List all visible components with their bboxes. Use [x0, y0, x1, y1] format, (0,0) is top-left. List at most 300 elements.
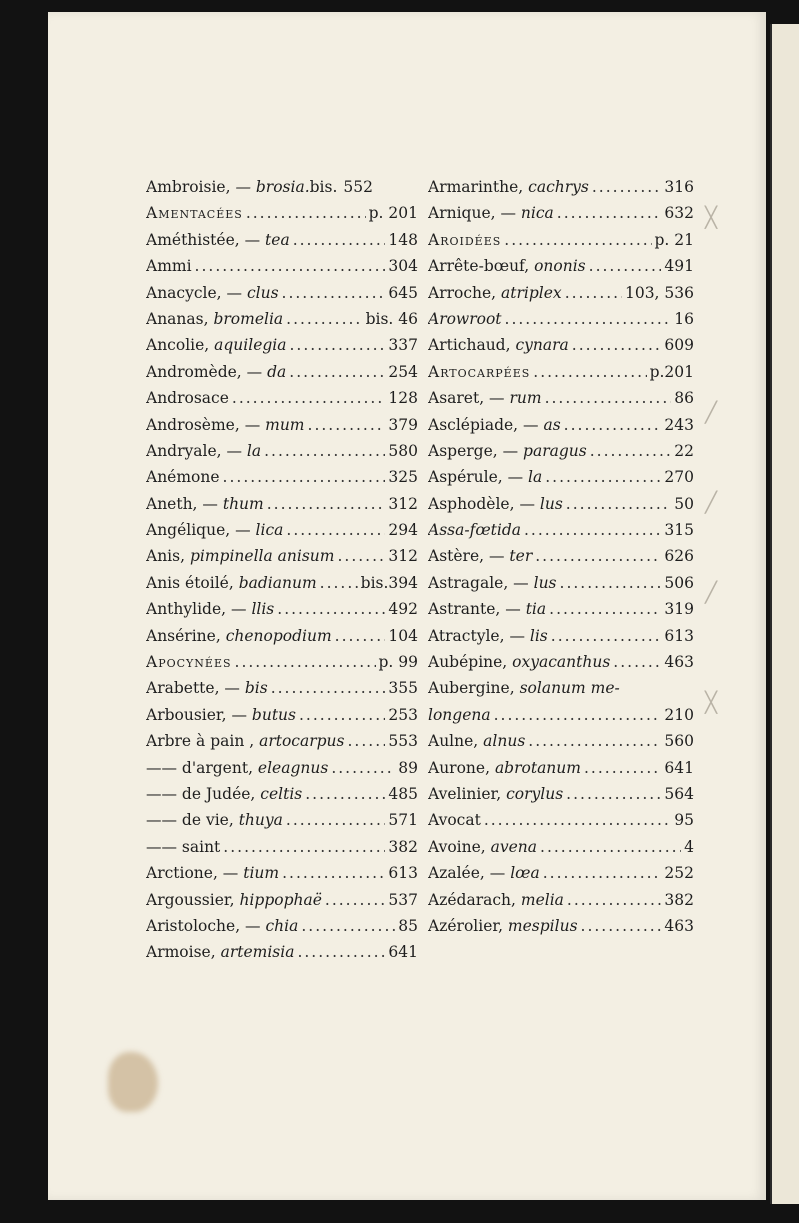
entry-term — [428, 649, 610, 675]
entry-latin: bis — [244, 679, 268, 698]
index-entry — [146, 200, 418, 226]
entry-page-number: 89 — [398, 758, 418, 777]
entry-page-number: 148 — [388, 230, 418, 249]
entry-page-number: p. 201 — [368, 204, 418, 223]
index-entry — [146, 913, 418, 939]
entry-name: Améthistée, — — [146, 230, 266, 249]
entry-page-number: 86 — [674, 389, 694, 408]
dot-leader — [308, 412, 386, 438]
entry-name: Aroidées — [428, 230, 502, 249]
entry-latin: ononis — [534, 257, 586, 276]
entry-name: Aubergine, — [428, 679, 520, 698]
entry-page-number: 564 — [664, 784, 694, 803]
dot-leader — [543, 860, 662, 886]
index-entry — [146, 543, 418, 569]
entry-name: Arbre à pain , — [146, 732, 260, 751]
entry-term — [428, 887, 564, 913]
index-entry — [428, 834, 694, 860]
entry-term — [146, 755, 328, 781]
entry-page-number: 304 — [388, 257, 418, 276]
index-entry — [428, 596, 694, 622]
dot-leader — [267, 491, 386, 517]
entry-page-number: 382 — [664, 890, 694, 909]
entry-term — [146, 807, 283, 833]
entry-name: Anémone — [146, 468, 220, 487]
entry-name: Azérolier, — [428, 916, 508, 935]
entry-latin: thuya — [238, 811, 283, 830]
index-entry — [146, 253, 418, 279]
entry-term — [146, 702, 296, 728]
entry-page-number: 552 — [343, 178, 373, 196]
dot-leader — [286, 517, 385, 543]
entry-latin: lus — [533, 573, 557, 592]
entry-latin: badianum — [238, 573, 317, 592]
entry-term — [428, 807, 481, 833]
entry-page-number: 243 — [664, 415, 694, 434]
entry-page-number: 253 — [388, 705, 418, 724]
entry-name: Aurone, — [428, 758, 495, 777]
entry-name: Avelinier, — [428, 784, 507, 803]
dot-leader — [589, 253, 662, 279]
index-entry — [146, 385, 418, 411]
entry-page-number: 580 — [388, 441, 418, 460]
entry-latin: Arowroot — [428, 309, 502, 328]
entry-term — [428, 306, 502, 332]
entry-term — [428, 174, 589, 200]
entry-page-number: 537 — [388, 890, 418, 909]
entry-name: Ancolie, — [146, 336, 215, 355]
index-entry — [146, 860, 418, 886]
dot-leader — [331, 755, 395, 781]
index-entry — [146, 412, 418, 438]
entry-page-number: 325 — [388, 468, 418, 487]
entry-term — [428, 280, 562, 306]
entry-suffix: bis. — [309, 178, 338, 196]
entry-term — [428, 200, 554, 226]
dot-leader — [560, 570, 662, 596]
entry-latin: tium — [243, 864, 280, 883]
index-entry — [146, 280, 418, 306]
entry-term — [146, 332, 287, 358]
index-entry — [146, 649, 418, 675]
entry-name: Arrête-bœuf, — [428, 257, 535, 276]
entry-name: Avocat — [428, 811, 481, 830]
entry-page-number: 491 — [664, 257, 694, 276]
entry-name: Avoine, — [428, 837, 491, 856]
entry-latin: artocarpus — [259, 732, 345, 751]
entry-term — [146, 306, 283, 332]
index-entry — [146, 596, 418, 622]
entry-term — [146, 834, 220, 860]
dot-leader — [584, 755, 661, 781]
margin-mark: ╱ — [705, 490, 718, 514]
index-entry — [428, 464, 694, 490]
dot-leader — [282, 860, 385, 886]
index-entry — [146, 623, 418, 649]
entry-term — [428, 464, 542, 490]
entry-name: Ansérine, — [146, 626, 226, 645]
dot-leader — [264, 438, 385, 464]
index-entry — [146, 781, 418, 807]
entry-name: Arnique, — — [428, 204, 521, 223]
entry-latin: Assa-fœtida — [428, 521, 521, 540]
index-entry — [428, 491, 694, 517]
entry-latin: la — [246, 441, 262, 460]
entry-latin: atriplex — [501, 283, 562, 302]
index-entry — [146, 438, 418, 464]
entry-page-number: 316 — [664, 178, 694, 196]
margin-mark: ╳ — [705, 690, 718, 714]
index-entry — [146, 359, 418, 385]
index-entry — [428, 438, 694, 464]
index-entry — [428, 755, 694, 781]
entry-latin: bromelia — [213, 309, 284, 328]
entry-page-number: 463 — [664, 916, 694, 935]
entry-page-number: 571 — [388, 811, 418, 830]
index-entry — [428, 253, 694, 279]
entry-latin: aquilegia — [214, 336, 287, 355]
dot-leader — [567, 887, 662, 913]
adjacent-page-edge — [770, 24, 799, 1204]
index-entry — [428, 359, 694, 385]
index-entry — [428, 517, 694, 543]
dot-leader — [545, 464, 661, 490]
index-entry — [428, 280, 694, 306]
entry-page-number: 294 — [388, 521, 418, 540]
index-entry — [146, 570, 418, 596]
dot-leader — [223, 834, 385, 860]
entry-latin: da — [267, 362, 287, 381]
entry-term — [428, 781, 563, 807]
entry-page-number: 103, 536 — [624, 283, 694, 302]
entry-name: Arbousier, — — [146, 705, 252, 724]
entry-name: Astère, — — [428, 547, 510, 566]
entry-latin: paragus — [523, 441, 587, 460]
dot-leader — [286, 306, 362, 332]
entry-name: Aristoloche, — — [146, 916, 266, 935]
entry-latin: pimpinella anisum — [189, 547, 335, 566]
entry-page-number: p. 21 — [654, 230, 694, 249]
index-entry — [146, 702, 418, 728]
entry-page-number: 613 — [664, 626, 694, 645]
entry-name: Argoussier, — [146, 890, 240, 909]
dot-leader — [235, 649, 376, 675]
index-entry — [146, 834, 418, 860]
entry-term — [146, 412, 305, 438]
entry-term — [146, 913, 298, 939]
entry-page-number: 312 — [388, 547, 418, 566]
entry-latin: longena — [428, 705, 491, 724]
dot-leader — [557, 200, 662, 226]
dot-leader — [524, 517, 661, 543]
dot-leader — [337, 543, 385, 569]
dot-leader — [335, 623, 386, 649]
entry-term — [146, 253, 192, 279]
entry-latin: alnus — [483, 732, 526, 751]
index-entry — [428, 385, 694, 411]
entry-name: Armoise, — [146, 943, 221, 962]
dot-leader — [301, 913, 395, 939]
entry-term — [428, 755, 581, 781]
entry-page-number: 632 — [664, 204, 694, 223]
entry-latin: — brosia. — [235, 178, 310, 196]
entry-latin: lis — [529, 626, 548, 645]
entry-term — [146, 280, 279, 306]
entry-latin: thum — [222, 494, 264, 513]
entry-name: Arroche, — [428, 283, 502, 302]
entry-page-number: 645 — [388, 283, 418, 302]
index-entry — [428, 807, 694, 833]
index-entry — [146, 675, 418, 701]
entry-latin: as — [543, 415, 561, 434]
dot-leader — [286, 807, 386, 833]
margin-mark: ╱ — [705, 400, 718, 424]
entry-latin: melia — [520, 890, 564, 909]
entry-term — [428, 834, 537, 860]
entry-term — [428, 596, 546, 622]
dot-leader — [505, 306, 672, 332]
dot-leader — [535, 543, 661, 569]
index-entry — [146, 306, 418, 332]
entry-name: —— de Judée, — [146, 784, 261, 803]
entry-latin: mum — [265, 415, 305, 434]
entry-latin: nica — [520, 204, 554, 223]
dot-leader — [581, 913, 662, 939]
entry-page-number: p. 99 — [378, 653, 418, 672]
entry-name: Androsace — [146, 389, 229, 408]
entry-page-number: 626 — [664, 547, 694, 566]
entry-term — [428, 517, 521, 543]
dot-leader — [590, 438, 672, 464]
entry-term — [146, 887, 322, 913]
entry-name: Arctione, — — [146, 864, 244, 883]
index-entry — [146, 755, 418, 781]
dot-leader — [549, 596, 661, 622]
entry-latin: eleagnus — [257, 758, 329, 777]
entry-name: Ammi — [146, 257, 192, 276]
entry-page-number: 641 — [388, 943, 418, 962]
entry-latin: chenopodium — [225, 626, 332, 645]
entry-latin: butus — [251, 705, 296, 724]
index-entry — [428, 887, 694, 913]
dot-leader — [566, 491, 671, 517]
entry-term — [146, 227, 290, 253]
entry-page-number: 609 — [664, 336, 694, 355]
entry-latin: avena — [490, 837, 538, 856]
entry-name: Asphodèle, — — [428, 494, 540, 513]
entry-name: Angélique, — — [146, 521, 256, 540]
entry-term — [146, 675, 268, 701]
entry-name: —— saint — [146, 837, 221, 856]
dot-leader — [572, 332, 662, 358]
index-entry — [428, 860, 694, 886]
entry-latin: solanum me- — [519, 679, 620, 698]
entry-latin: cynara — [515, 336, 569, 355]
entry-page-number: 50 — [674, 494, 694, 513]
entry-name: Atractyle, — — [428, 626, 530, 645]
entry-name: Astrante, — — [428, 600, 526, 619]
dot-leader — [195, 253, 386, 279]
index-entry — [428, 332, 694, 358]
index-entry — [428, 728, 694, 754]
entry-latin: corylus — [506, 784, 564, 803]
index-entry — [428, 412, 694, 438]
entry-page-number: 270 — [664, 468, 694, 487]
entry-name: Arabette, — — [146, 679, 245, 698]
dot-leader — [290, 332, 386, 358]
entry-term — [428, 412, 561, 438]
entry-name: Anis, — [146, 547, 190, 566]
entry-term — [146, 728, 345, 754]
entry-term — [146, 649, 232, 675]
dot-leader — [320, 570, 358, 596]
entry-name: Azédarach, — [428, 890, 521, 909]
entry-name: Anthylide, — — [146, 600, 252, 619]
entry-term — [146, 200, 243, 226]
entry-page-number: 319 — [664, 600, 694, 619]
dot-leader — [494, 702, 662, 728]
dot-leader — [223, 464, 386, 490]
entry-name: —— de vie, — [146, 811, 239, 830]
entry-term — [146, 596, 274, 622]
dot-leader — [293, 227, 386, 253]
entry-name: Aulne, — [428, 732, 484, 751]
entry-name: Ambroisie, — [146, 178, 236, 196]
index-entry — [428, 174, 694, 200]
entry-name: Anis étoilé, — [146, 573, 239, 592]
index-entry — [428, 543, 694, 569]
entry-term — [146, 359, 286, 385]
index-entry — [428, 781, 694, 807]
dot-leader — [299, 702, 385, 728]
entry-latin: celtis — [260, 784, 303, 803]
dot-leader — [348, 728, 386, 754]
index-entry — [428, 570, 694, 596]
dot-leader — [613, 649, 661, 675]
entry-name: Artocarpées — [428, 362, 531, 381]
entry-latin: mespilus — [507, 916, 578, 935]
entry-page-number: 85 — [398, 916, 418, 935]
entry-latin: la — [528, 468, 543, 487]
dot-leader — [277, 596, 385, 622]
entry-latin: lœa — [510, 864, 540, 883]
entry-page-number: 312 — [388, 494, 418, 513]
entry-page-number: 104 — [388, 626, 418, 645]
entry-page-number: 613 — [388, 864, 418, 883]
paper-stain — [108, 1052, 158, 1112]
dot-leader — [566, 781, 661, 807]
entry-name: Andryale, — — [146, 441, 247, 460]
entry-page-number: 492 — [388, 600, 418, 619]
entry-page-number: 553 — [388, 732, 418, 751]
entry-latin: artemisia — [220, 943, 295, 962]
entry-term — [428, 491, 563, 517]
entry-term — [428, 623, 548, 649]
dot-leader — [325, 887, 386, 913]
entry-term — [428, 359, 530, 385]
entry-page-number: p.201 — [649, 362, 694, 381]
entry-name: Artichaud, — [428, 336, 516, 355]
entry-term — [146, 860, 279, 886]
entry-latin: ter — [509, 547, 533, 566]
dot-leader — [564, 412, 662, 438]
entry-latin: chia — [265, 916, 299, 935]
entry-page-number: 210 — [664, 705, 694, 724]
entry-latin: abrotanum — [494, 758, 581, 777]
index-column-left — [146, 174, 418, 966]
entry-term — [428, 227, 501, 253]
dot-leader — [289, 359, 385, 385]
entry-name: Astragale, — — [428, 573, 534, 592]
entry-term — [146, 781, 302, 807]
entry-name: Asclépiade, — — [428, 415, 544, 434]
entry-term — [428, 728, 525, 754]
entry-term — [146, 464, 220, 490]
entry-page-number: bis.394 — [360, 573, 418, 592]
entry-term — [146, 570, 317, 596]
entry-page-number: 128 — [388, 389, 418, 408]
dot-leader — [504, 227, 651, 253]
entry-page-number: 485 — [388, 784, 418, 803]
index-entry — [146, 887, 418, 913]
entry-latin: oxyacanthus — [512, 653, 611, 672]
margin-mark: ╱ — [705, 580, 718, 604]
dot-leader — [246, 200, 366, 226]
index-entry — [146, 464, 418, 490]
entry-page-number: 22 — [674, 441, 694, 460]
margin-mark: ╳ — [705, 205, 718, 229]
entry-name: Ananas, — [146, 309, 214, 328]
entry-term — [428, 860, 540, 886]
dot-leader — [528, 728, 661, 754]
index-entry — [146, 174, 418, 200]
entry-name: Amentacées — [146, 204, 243, 223]
entry-name: Aubépine, — [428, 653, 513, 672]
entry-term — [428, 438, 587, 464]
entry-page-number: 506 — [664, 573, 694, 592]
entry-term — [428, 253, 586, 279]
index-entry — [428, 200, 694, 226]
dot-leader — [533, 359, 646, 385]
entry-page-number: 254 — [388, 362, 418, 381]
entry-latin: lica — [255, 521, 284, 540]
entry-name: Azalée, — — [428, 864, 511, 883]
dot-leader — [271, 675, 386, 701]
entry-term — [428, 675, 620, 701]
index-entry — [146, 517, 418, 543]
entry-term — [428, 913, 578, 939]
index-entry — [146, 807, 418, 833]
entry-page-number: bis. 46 — [365, 309, 418, 328]
entry-name: Aspérule, — — [428, 468, 529, 487]
entry-name: Apocynées — [146, 653, 232, 672]
dot-leader — [305, 781, 385, 807]
entry-name: Androsème, — — [146, 415, 266, 434]
entry-term — [146, 623, 332, 649]
index-entry — [146, 332, 418, 358]
dot-leader — [484, 807, 671, 833]
entry-term — [146, 491, 264, 517]
entry-latin: tia — [525, 600, 547, 619]
index-entry — [428, 675, 694, 701]
entry-term — [146, 517, 283, 543]
entry-name: Asaret, — — [428, 389, 510, 408]
dot-leader — [551, 623, 662, 649]
entry-page-number: 16 — [674, 309, 694, 328]
entry-latin: clus — [246, 283, 279, 302]
entry-latin: rum — [509, 389, 542, 408]
entry-name: Armarinthe, — [428, 178, 529, 196]
